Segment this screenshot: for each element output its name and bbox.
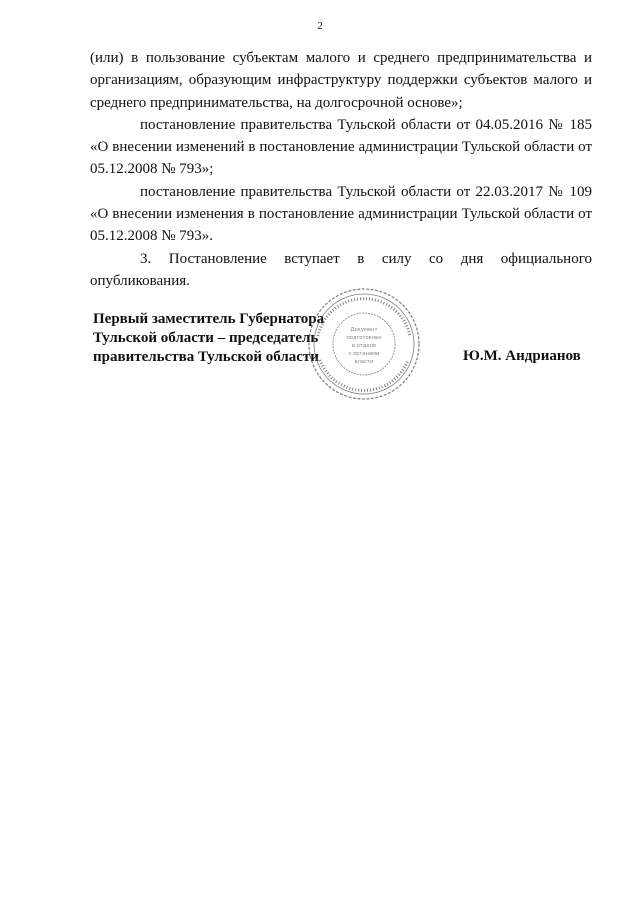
document-body <box>90 47 592 292</box>
official-seal-icon <box>306 286 422 402</box>
paragraph-resolution-185: постановление правительства Тульской области от 04.05.2016 № 185 «О внесении изменений в постановление администрации Тульской области от 05.12.2008 № 793»; <box>90 116 592 178</box>
svg-text:власти: власти <box>354 359 374 365</box>
svg-text:в отделе: в отделе <box>351 343 377 349</box>
signatory-title-line: Первый заместитель Губернатора <box>93 311 325 327</box>
svg-text:Документ: Документ <box>350 327 378 333</box>
signatory-title <box>93 310 324 367</box>
signatory-title-line: Тульской области – председатель <box>93 330 319 346</box>
svg-text:с органами: с органами <box>348 351 380 357</box>
signatory-name: Ю.М. Андрианов <box>463 348 581 364</box>
paragraph-effective-date: 3. Постановление вступает в силу со дня официального опубликования. <box>90 250 592 289</box>
paragraph-continuation: (или) в пользование субъектам малого и среднего предпринимательства и организациям, образующим инфраструктуру поддержки субъектов малого и среднего предпринимательства, на долгосрочной основе»; <box>90 50 592 111</box>
svg-text:подготовлен: подготовлен <box>346 335 382 341</box>
page-number: 2 <box>317 20 323 32</box>
signatory-title-line: правительства Тульской области <box>93 349 319 365</box>
paragraph-resolution-109: постановление правительства Тульской области от 22.03.2017 № 109 «О внесении изменения в постановление администрации Тульской области от 05.12.2008 № 793». <box>90 183 592 245</box>
